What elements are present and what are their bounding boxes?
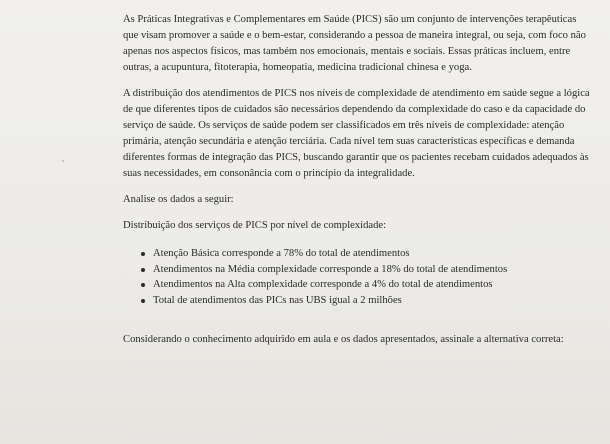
- document-body: [123, 12, 593, 348]
- list-item: Total de atendimentos das PICs nas UBS igual a 2 milhões: [141, 293, 593, 309]
- intro-paragraph: As Práticas Integrativas e Complementares em Saúde (PICS) são um conjunto de intervenções terapêuticas que visam promover a saúde e o bem-estar, considerando a pessoa de maneira integral, ou seja, com foco não apenas nos aspectos físicos, mas também nos emocionais, mentais e sociais. Essas práticas incluem, entre outras, a acupuntura, fitoterapia, homeopatia, medicina tradicional chinesa e yoga.: [123, 14, 586, 73]
- complexity-paragraph: A distribuição dos atendimentos de PICS nos níveis de complexidade de atendimento em saúde segue a lógica de que diferentes tipos de cuidados são necessários dependendo da complexidade do caso e da capacidade do serviço de saúde. Os serviços de saúde podem ser classificados em três níveis de complexidade: atenção primária, atenção secundária e atenção terciária. Cada nível tem suas características específicas e demanda diferentes formas de integração das PICS, buscando garantir que os pacientes recebam cuidados adequados às suas necessidades, em consonância com o princípio da integralidade.: [123, 88, 590, 179]
- distribution-list: [123, 246, 593, 308]
- distribution-heading: Distribuição dos serviços de PICS por nível de complexidade:: [123, 220, 387, 231]
- list-item: Atendimentos na Média complexidade corresponde a 18% do total de atendimentos: [141, 262, 593, 278]
- question-prompt: Considerando o conhecimento adquirido em aula e os dados apresentados, assinale a alternativa correta:: [123, 334, 564, 345]
- paper-speck: [62, 160, 64, 162]
- list-item: Atendimentos na Alta complexidade corresponde a 4% do total de atendimentos: [141, 277, 593, 293]
- list-item: Atenção Básica corresponde a 78% do total de atendimentos: [141, 246, 593, 262]
- instruction-text: Analise os dados a seguir:: [123, 194, 234, 205]
